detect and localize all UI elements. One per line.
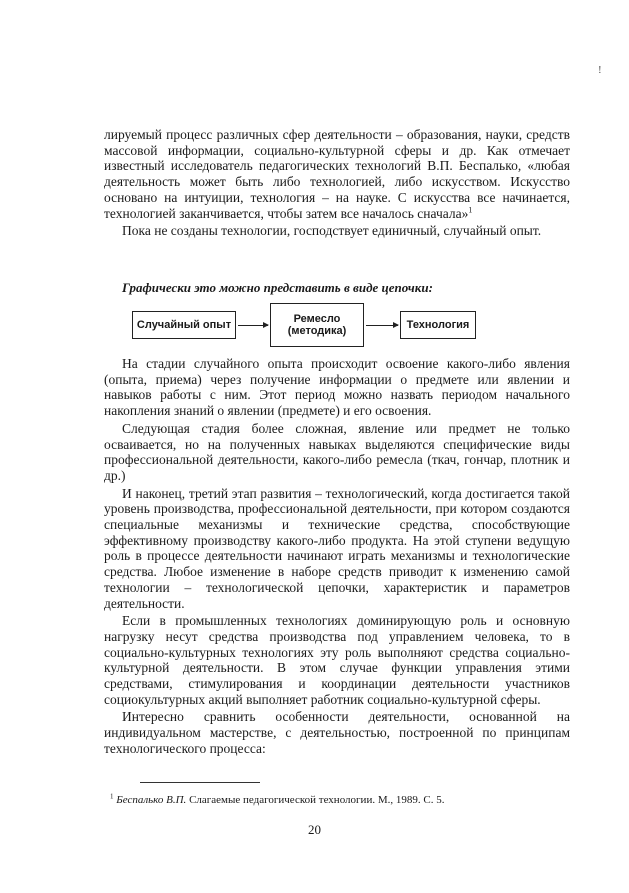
paragraph-2: Пока не созданы технологии, господствует единичный, случайный опыт. [122,223,542,239]
text-block-main [104,356,570,757]
chain-box-craft-line2: (методика) [287,325,347,337]
chain-arrow-2 [366,325,398,326]
paragraph-3: На стадии случайного опыта происходит освоение какого-либо явления (опыта, приема) через получение информации о предмете или явлении и навыков работы с ним. Этот период можно назвать периодом начального накопления знаний о явлении (предмете) и его освоения. [104,356,570,419]
chain-box-random-experience: Случайный опыт [132,311,236,339]
paragraph-6: Если в промышленных технологиях доминирующую роль и основную нагрузку несут средства производства под управлением человека, то в социально-культурных технологиях эту роль выполняют средства социально-культурной деятельности. В этом случае функции управления этими средствами, стимулирования и координации деятельности участников социокультурных акций выполняет работник социально-культурной сферы. [104,613,570,707]
footnote [110,794,570,806]
footnote-author: Беспалько В.П. [116,794,187,806]
footnote-ref: 1 [468,205,473,215]
footnote-divider [140,782,260,783]
footnote-number: 1 [110,792,114,801]
chain-box-craft-line1: Ремесло [293,313,341,325]
page-number: 20 [308,822,321,837]
footnote-text: Слагаемые педагогической технологии. М., 1989. С. 5. [186,794,445,806]
chain-box-technology: Технология [400,311,476,339]
chain-caption: Графически это можно представить в виде цепочки: [122,280,433,295]
paragraph-1-text: лируемый процесс различных сфер деятельности – образования, науки, средств массовой информации, социально-культурной сферы и др. Как отмечает известный исследователь педагогических технологий В.П. Беспалько, «любая деятельность может быть либо технологией, либо искусством. Искусство основано на интуиции, технология – на науке. С искусства все начинается, технологией заканчивается, чтобы затем все началось сначала» [104,127,570,221]
paragraph-4: Следующая стадия более сложная, явление или предмет не только осваивается, но на полученных навыках выделяются специфические виды профессиональной деятельности, какого-либо ремесла (ткач, гончар, плотник и др.) [104,420,570,483]
chain-arrow-1 [238,325,268,326]
corner-mark: ! [598,64,602,76]
chain-box-craft [270,303,364,347]
paragraph-5: И наконец, третий этап развития – технологический, когда достигается такой уровень производства, профессиональной деятельности, при котором создаются специальные механизмы и технические средства, способствующие эффективному производству какого-либо продукта. На этой ступени ведущую роль в процессе деятельности начинают играть механизмы и технологические средства. Любое изменение в наборе средств приводит к изменению самой технологии – технологической цепочки, характеристик и параметров деятельности. [104,485,570,611]
chain-diagram [132,303,552,347]
text-block-top [104,127,570,239]
paragraph-7: Интересно сравнить особенности деятельности, основанной на индивидуальном мастерстве, с деятельностью, построенной по принципам технологического процесса: [104,709,570,756]
paragraph-1 [104,127,570,221]
